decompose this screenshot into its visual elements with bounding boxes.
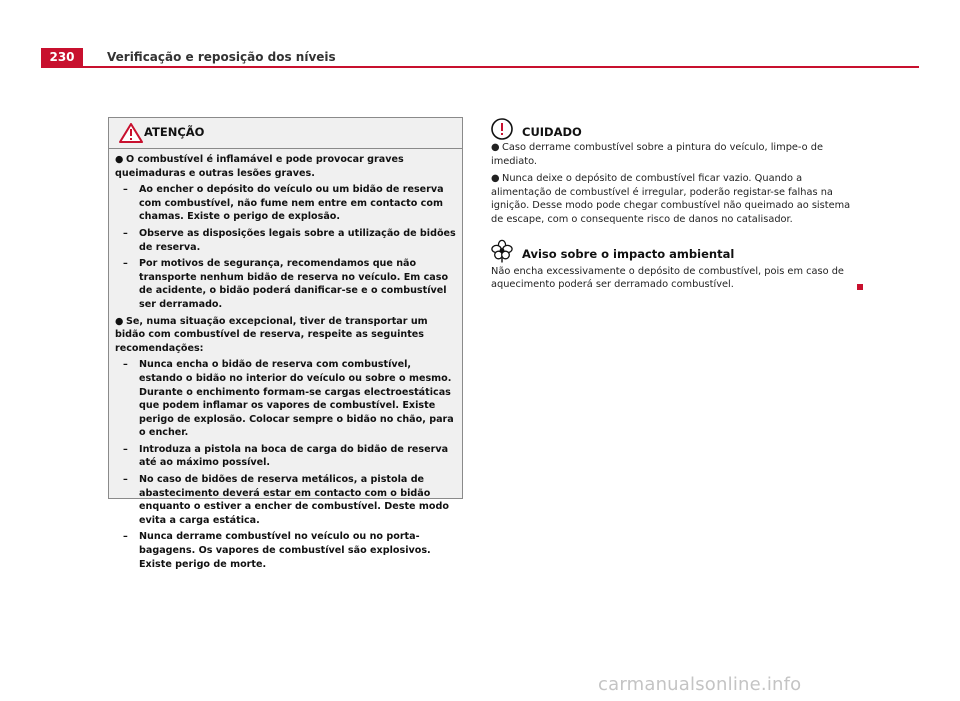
section-title: Verificação e reposição dos níveis <box>107 50 336 64</box>
flower-environment-icon <box>491 239 513 263</box>
right-column <box>491 118 863 292</box>
warning-sub-item: – Por motivos de segurança, recomendamos que não transporte nenhum bidão de reserva no veículo. Em caso de acidente, o bidão poderá danificar-se e o combustível ser derramado. <box>123 258 449 310</box>
warning-bullet: ● Se, numa situação excepcional, tiver de transportar um bidão com combustível de reserva, respeite as seguintes recomendações: <box>115 315 428 354</box>
warning-body <box>109 149 462 571</box>
warning-sub-item: – Nunca derrame combustível no veículo ou no porta-bagagens. Os vapores de combustível são explosivos. Existe perigo de morte. <box>123 531 431 570</box>
warning-sub-item: – Ao encher o depósito do veículo ou um bidão de reserva com combustível, não fume nem entre em contacto com chamas. Existe o perigo de explosão. <box>123 184 444 223</box>
warning-sub-item: – Introduza a pistola na boca de carga do bidão de reserva até ao máximo possível. <box>123 443 449 469</box>
warning-sub-item: – Observe as disposições legais sobre a utilização de bidões de reserva. <box>123 227 456 253</box>
caution-header <box>491 118 863 140</box>
caution-bullet: ● Caso derrame combustível sobre a pintura do veículo, limpe-o de imediato. <box>491 142 824 167</box>
exclamation-circle-icon <box>491 118 513 140</box>
environment-header <box>491 239 863 265</box>
environment-title: Aviso sobre o impacto ambiental <box>522 246 735 261</box>
warning-title: ATENÇÃO <box>144 125 205 139</box>
warning-sub-item: – No caso de bidões de reserva metálicos, a pistola de abastecimento deverá estar em contacto com o bidão enquanto o estiver a encher de combustível. Deste modo evita a carga estática. <box>123 474 449 526</box>
section-end-marker <box>857 284 863 290</box>
warning-sub-item: – Nunca encha o bidão de reserva com combustível, estando o bidão no interior do veículo ou sobre o mesmo. Durante o enchimento formam-se cargas electroestáticas que podem inflamar os vapores de combustível. Existe perigo de explosão. Colocar sempre o bidão no chão, para o encher. <box>123 359 454 439</box>
caution-title: CUIDADO <box>522 125 582 139</box>
page-number: 230 <box>41 48 83 66</box>
environment-text: Não encha excessivamente o depósito de combustível, pois em caso de aquecimento poderá ser derramado combustível. <box>491 265 863 292</box>
warning-triangle-icon <box>119 123 143 143</box>
page-header <box>41 48 919 68</box>
header-rule <box>41 66 919 68</box>
caution-bullet: ● Nunca deixe o depósito de combustível ficar vazio. Quando a alimentação de combustível é irregular, poderão registar-se falhas na ignição. Desse modo pode chegar combustível não queimado ao sistema de escape, com o consequente risco de danos no catalisador. <box>491 173 851 225</box>
warning-header <box>109 118 462 149</box>
watermark: carmanualsonline.info <box>598 674 802 695</box>
warning-bullet: ● O combustível é inflamável e pode provocar graves queimaduras e outras lesões graves. <box>115 154 404 179</box>
warning-box <box>108 117 463 570</box>
